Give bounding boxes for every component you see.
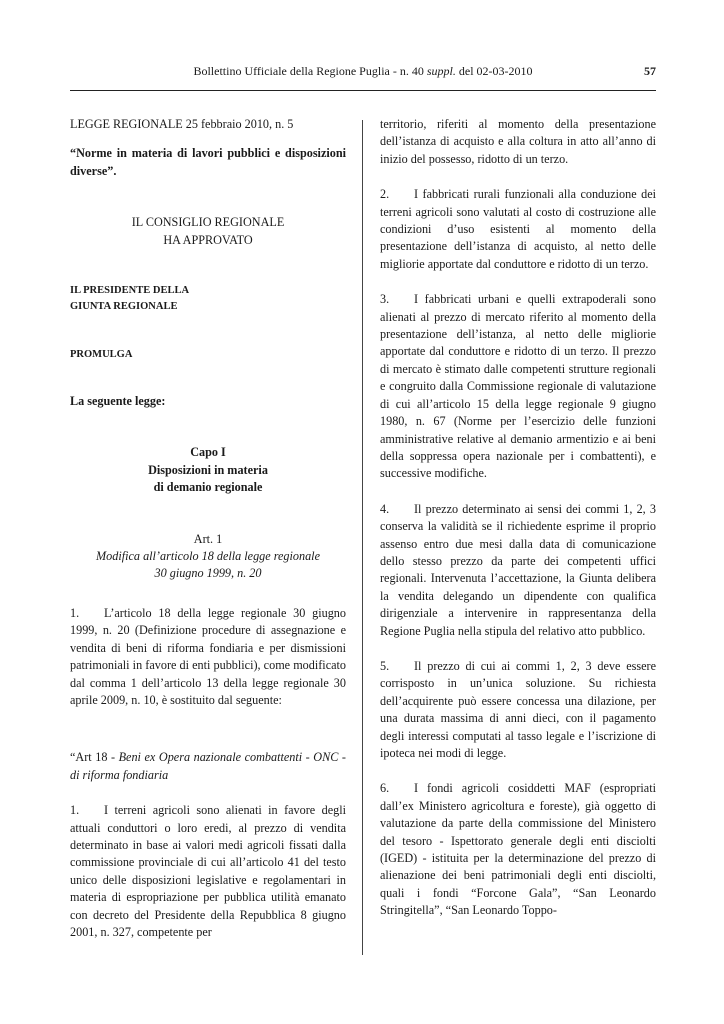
paragraph-text: Il prezzo di cui ai commi 1, 2, 3 deve essere corrisposto in un’unica soluzione. Su richiesta dell’acquirente può essere concessa una dilazione, per una durata massima di anni dieci, con il pagamento degli interessi computati al tasso legale e l’iscrizione di ipoteca nei modi di legge. [380, 658, 656, 760]
paragraph-text: I terreni agricoli sono alienati in favore degli attuali conduttori o loro eredi, al prezzo di vendita determinato in base ai valori medi agricoli fissati dalla commissione provinciale di cui all’articolo 41 del testo unico delle disposizioni legislative e regolamentari in materia di espropriazione per pubblica utilità emanato con decreto del Presidente della Repubblica 8 giugno 2001, n. 327, competente per [70, 803, 346, 939]
left-column [70, 116, 346, 941]
council-line-1: IL CONSIGLIO REGIONALE [131, 215, 285, 230]
paragraph-number: 3. [380, 292, 390, 307]
law-title: “Norme in materia di lavori pubblici e disposizioni diverse”. [70, 146, 346, 178]
paragraph-text: Il prezzo determinato ai sensi dei commi 1, 2, 3 conserva la validità se il richiedente esprime il proprio assenso entro due mesi dalla data di comunicazione dello stesso prezzo da parte dei competenti uffici regionali. Intervenuta l’accettazione, la Giunta delibera la vendita delegando un dipendente con qualifica dirigenziale a intervenire in rappresentanza della Regione Puglia nella stipula del relativo atto pubblico. [380, 501, 656, 638]
paragraph-number: 1. [70, 803, 80, 818]
header-rule [70, 90, 656, 91]
paragraph-number: 6. [380, 781, 390, 796]
council-line-2: HA APPROVATO [163, 232, 253, 247]
column-divider [362, 120, 363, 955]
paragraph-1 [70, 605, 346, 709]
promulga: PROMULGA [70, 349, 133, 361]
paragraph-text: L’articolo 18 della legge regionale 30 giugno 1999, n. 20 (Definizione procedure di assegnazione e vendita di beni di riforma fondiaria e per dismissioni patrimoniali in favore di enti pubblici), come modificato dal comma 1 dell’articolo 13 della legge regionale 30 aprile 2009, n. 10, è sostituito dal seguente: [70, 605, 346, 707]
paragraph-text: I fondi agricoli cosiddetti MAF (espropriati dall’ex Ministero agricoltura e foreste), già oggetto di valutazione da parte della commissione del Ministero del tesoro - Ispettorato generale degli enti disciolti (IGED) - istituita per la determinazione del prezzo di alienazione dei beni patrimoniali degli enti disciolti, quali i fondi “Forcone Gala”, “San Leonardo Stringitella”, “San Leonardo Toppo- [380, 781, 656, 918]
article-number: Art. 1 [193, 531, 223, 546]
president-line-2: GIUNTA REGIONALE [70, 301, 178, 313]
continued-text: territorio, riferiti al momento della presentazione dell’istanza di acquisto e alla coltura in atto all’anno di inizio del possesso, ridotto di un terzo. [380, 117, 656, 166]
paragraph-number: 4. [380, 501, 390, 516]
paragraph-1b [70, 802, 346, 941]
president-line-1: IL PRESIDENTE DELLA [70, 285, 190, 297]
article-subtitle-1: Modifica all’articolo 18 della legge regionale [96, 549, 320, 564]
law-heading: LEGGE REGIONALE 25 febbraio 2010, n. 5 [70, 117, 294, 131]
capo-subtitle-1: Disposizioni in materia [148, 462, 268, 477]
capo-subtitle-2: di demanio regionale [153, 480, 263, 495]
art18-prefix: “Art 18 - [70, 750, 119, 765]
paragraph-4 [380, 501, 656, 640]
page-number: 57 [644, 64, 656, 78]
seguente-legge: La seguente legge: [70, 394, 166, 409]
paragraph-2 [380, 186, 656, 273]
paragraph-5 [380, 658, 656, 762]
right-column [380, 116, 656, 920]
paragraph-text: I fabbricati urbani e quelli extrapoderali sono alienati al prezzo di mercato riferito al momento della presentazione dell’istanza, al netto delle migliorie apportate dal conduttore e ridotto di un terzo. Il prezzo di mercato è stimato dalle competenti strutture regionali e congruito dalla Commissione regionale di valutazione di cui all’articolo 15 della legge regionale 9 giugno 1980, n. 67 (Norme per l’esercizio delle funzioni amministrative relative al demanio armentizio e ai beni della soppressa opera nazionale per i combattenti), e successive modifiche. [380, 292, 656, 481]
paragraph-number: 2. [380, 187, 390, 202]
bulletin-title-part: Bollettino Ufficiale della Regione Puglia - n. 40 [193, 64, 427, 78]
bulletin-title [70, 64, 656, 79]
paragraph-6 [380, 780, 656, 919]
paragraph-3 [380, 291, 656, 482]
paragraph-number: 5. [380, 658, 390, 673]
art18-title: Beni ex Opera nazionale combattenti - ONC - di riforma fondiaria [70, 750, 346, 782]
capo-title: Capo I [190, 445, 226, 460]
article-subtitle-2: 30 giugno 1999, n. 20 [154, 566, 262, 581]
paragraph-number: 1. [70, 605, 80, 620]
bulletin-title-suppl: suppl. [426, 64, 456, 78]
paragraph-text: I fabbricati rurali funzionali alla conduzione dei terreni agricoli sono valutati al costo di costruzione alle condizioni d’uso esistenti al momento della presentazione dell’istanza di acquisto, al netto delle migliorie apportate dal conduttore e ridotto di un terzo. [380, 187, 656, 271]
art18-heading [70, 749, 346, 784]
bulletin-title-date: del 02-03-2010 [455, 64, 533, 78]
